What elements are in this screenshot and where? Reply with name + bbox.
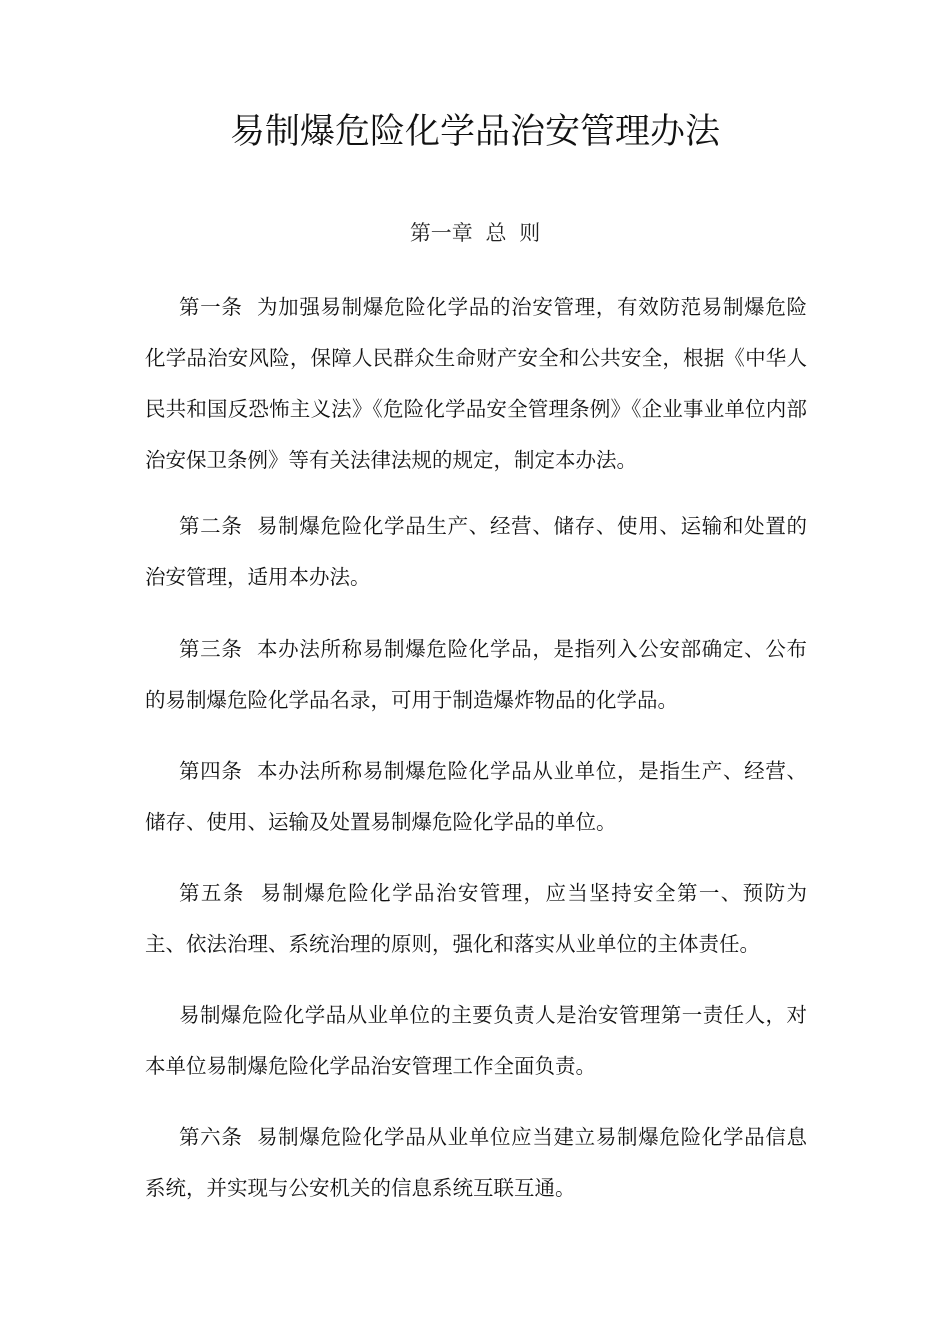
chapter-heading	[0, 218, 950, 248]
article-text: 易制爆危险化学品从业单位应当建立易制爆危险化学品信息系统，并实现与公安机关的信息系统互联互通。	[145, 1125, 807, 1200]
article-number: 第二条	[179, 514, 243, 538]
article-number: 第一条	[179, 295, 243, 319]
article-paragraph	[145, 624, 807, 726]
article-text: 本办法所称易制爆危险化学品从业单位，是指生产、经营、储存、使用、运输及处置易制爆危险化学品的单位。	[145, 759, 807, 834]
chapter-name-part1: 总	[485, 221, 507, 245]
article-paragraph	[145, 282, 807, 486]
article-number: 第三条	[179, 637, 243, 661]
document-title: 易制爆危险化学品治安管理办法	[229, 112, 720, 152]
article-number: 第四条	[179, 759, 243, 783]
article-paragraph	[145, 1112, 807, 1214]
article-number: 第六条	[179, 1125, 243, 1149]
chapter-number: 第一章	[409, 221, 473, 245]
article-paragraph	[145, 746, 807, 848]
article-text: 易制爆危险化学品治安管理，应当坚持安全第一、预防为主、依法治理、系统治理的原则，强化和落实从业单位的主体责任。	[145, 881, 808, 956]
chapter-name-part2: 则	[519, 221, 541, 245]
article-paragraph	[145, 501, 807, 603]
article-text: 为加强易制爆危险化学品的治安管理，有效防范易制爆危险化学品治安风险，保障人民群众生命财产安全和公共安全，根据《中华人民共和国反恐怖主义法》《危险化学品安全管理条例》《企业事业单位内部治安保卫条例》等有关法律法规的规定，制定本办法。	[145, 295, 807, 472]
paragraph-text: 易制爆危险化学品从业单位的主要负责人是治安管理第一责任人，对本单位易制爆危险化学品治安管理工作全面负责。	[145, 1003, 807, 1078]
article-paragraph	[145, 868, 807, 970]
article-text: 本办法所称易制爆危险化学品，是指列入公安部确定、公布的易制爆危险化学品名录，可用于制造爆炸物品的化学品。	[145, 637, 807, 712]
article-text: 易制爆危险化学品生产、经营、储存、使用、运输和处置的治安管理，适用本办法。	[145, 514, 807, 589]
continuation-paragraph	[145, 990, 807, 1092]
article-number: 第五条	[179, 881, 245, 905]
